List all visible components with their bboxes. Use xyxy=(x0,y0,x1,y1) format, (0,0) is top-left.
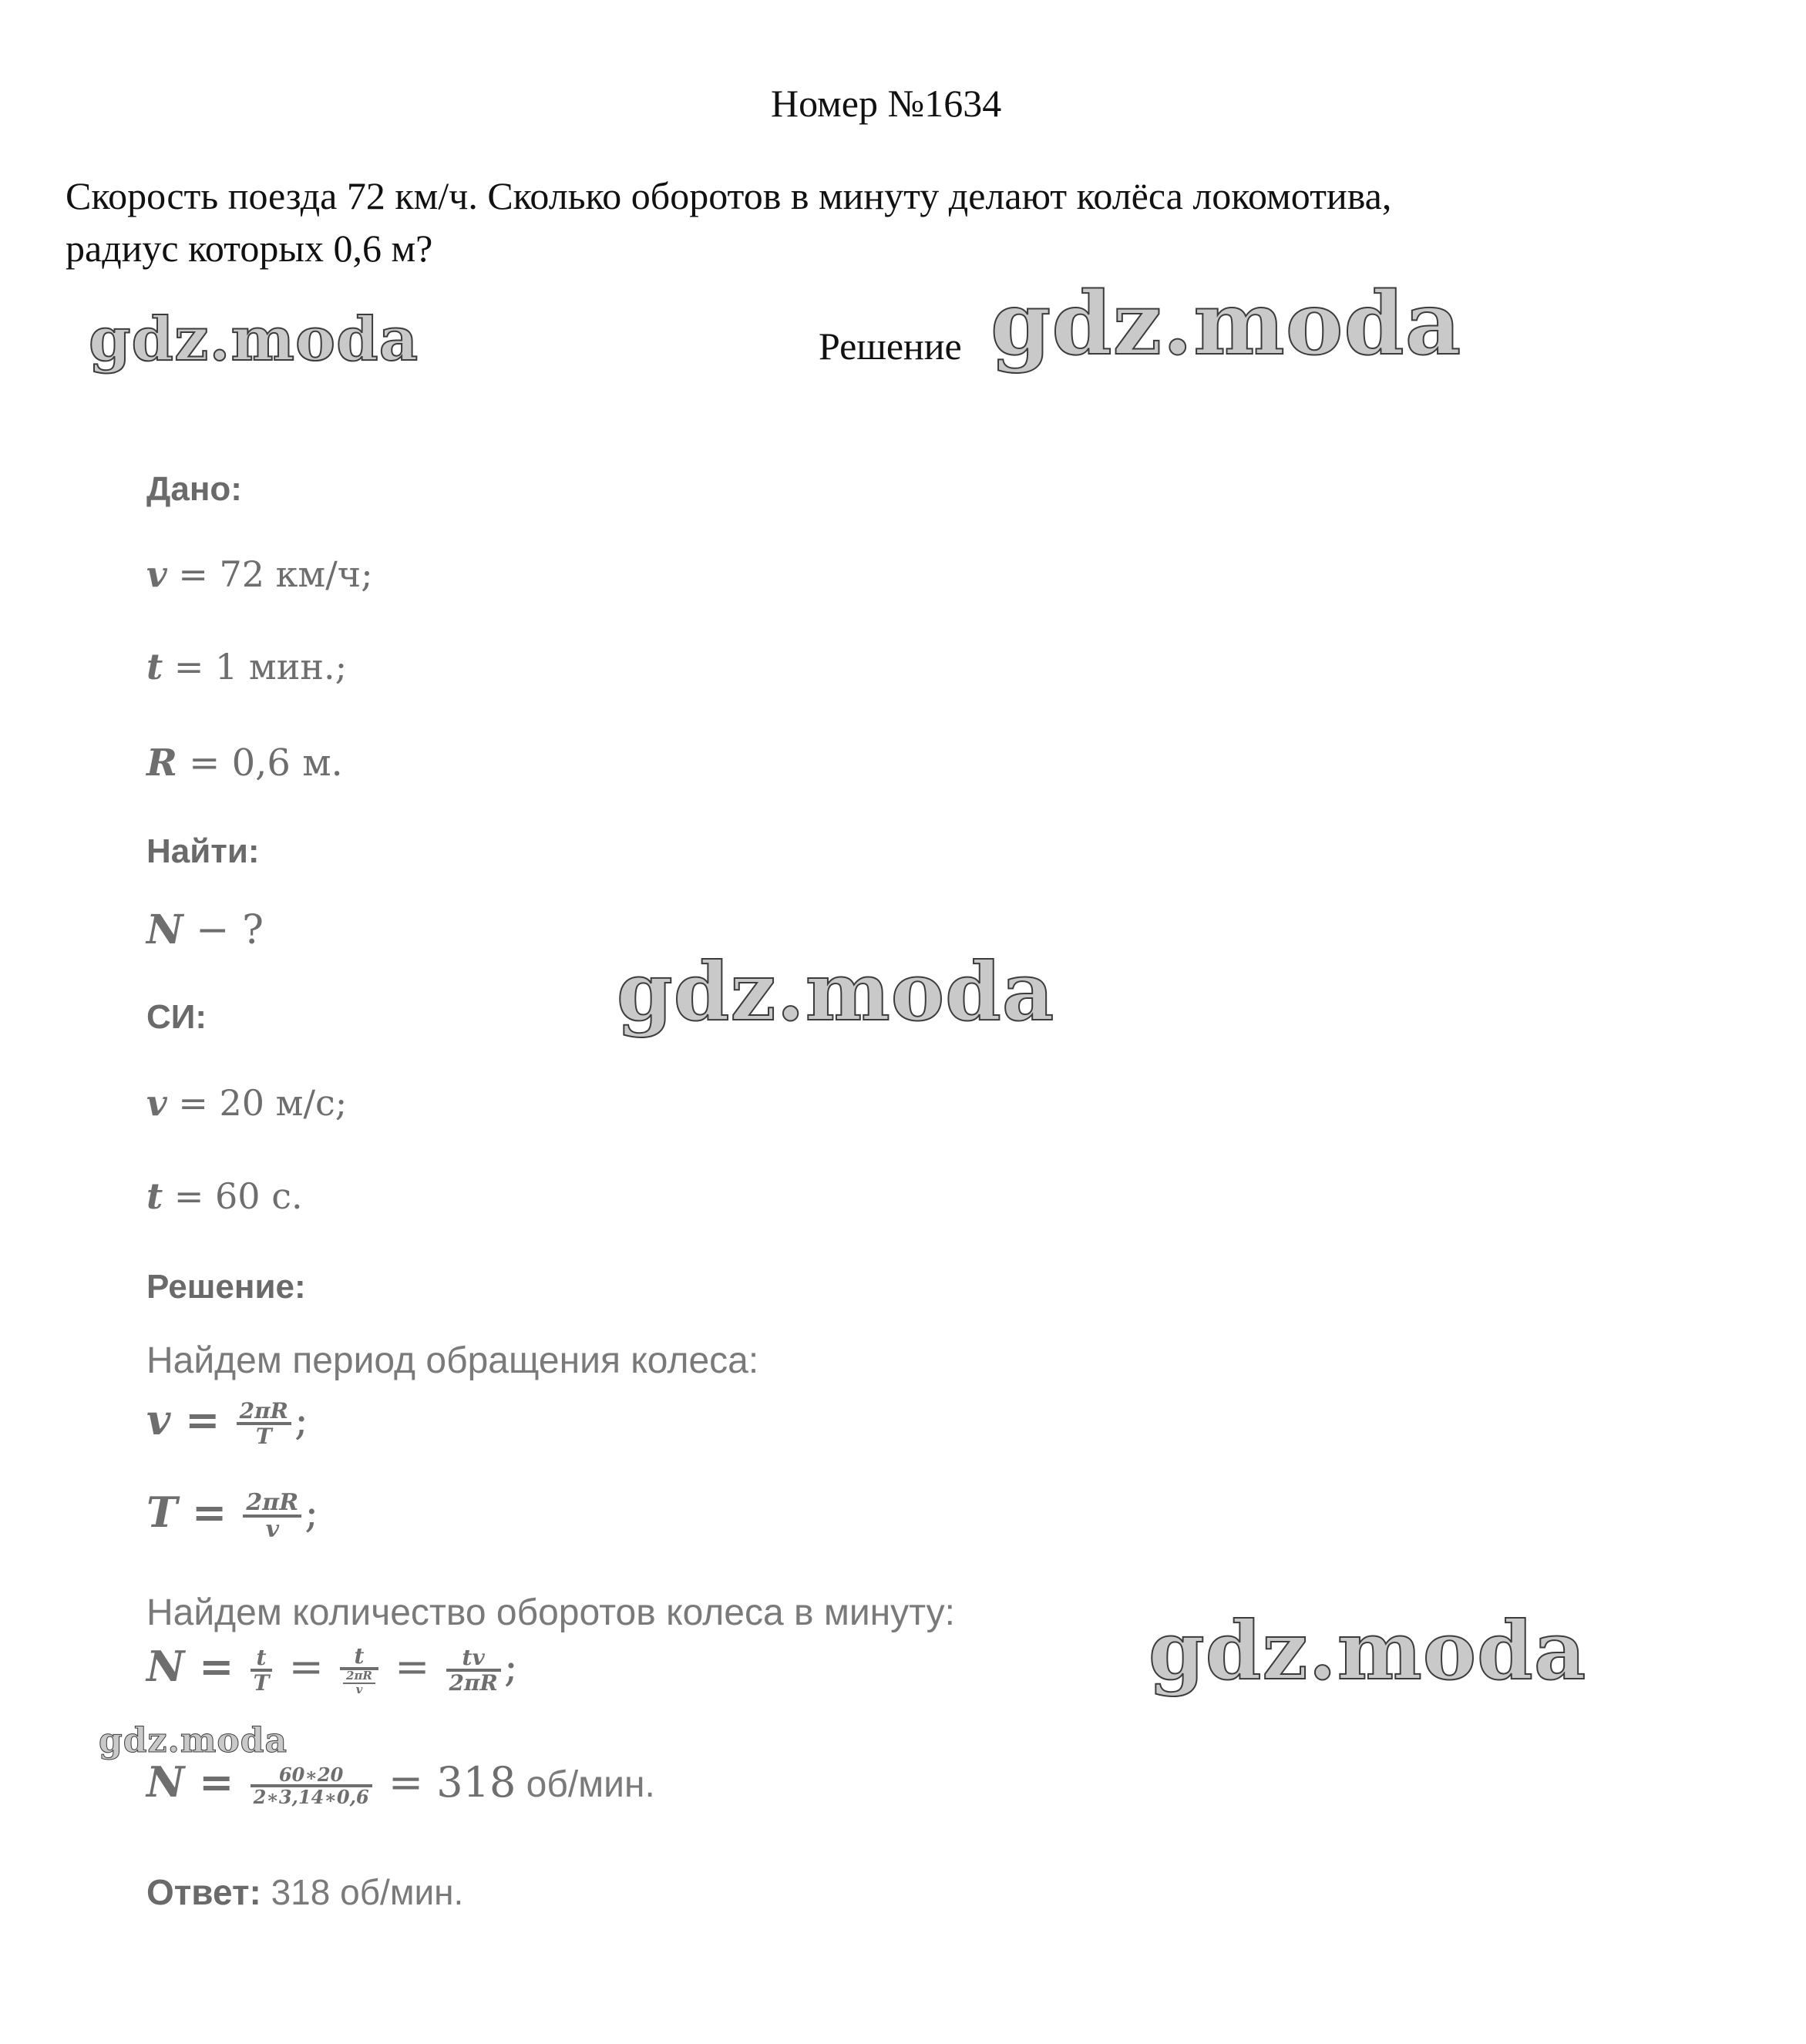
si-v xyxy=(146,1082,347,1124)
fraction-a-denominator: T xyxy=(253,1670,270,1696)
si-v-var: v xyxy=(146,1082,167,1124)
fraction-b-nested xyxy=(343,1670,375,1696)
solution-step-1: Найдем период обращения колеса: xyxy=(146,1340,759,1381)
given-t-eq: = 1 мин.; xyxy=(163,646,348,687)
formula-v-lhs: v = xyxy=(146,1395,220,1444)
given-R xyxy=(146,741,343,785)
formula-T-fraction xyxy=(243,1488,301,1543)
given-R-var: R xyxy=(146,741,177,785)
given-t-var: t xyxy=(146,646,163,687)
result-denominator: 2∗3,14∗0,6 xyxy=(253,1786,369,1808)
si-t-eq: = 60 с. xyxy=(163,1175,303,1217)
solution-heading: Решение: xyxy=(146,1268,306,1306)
formula-v xyxy=(146,1395,308,1447)
formula-N-tail: ; xyxy=(503,1642,518,1691)
formula-N-result xyxy=(146,1757,655,1807)
formula-T xyxy=(146,1488,318,1542)
si-heading: СИ: xyxy=(146,998,207,1036)
watermark-bottom-right: gdz.moda xyxy=(1149,1603,1587,1698)
formula-v-fraction xyxy=(237,1397,291,1449)
watermark-top-right: gdz.moda xyxy=(990,274,1462,375)
find-heading: Найти: xyxy=(146,832,260,870)
formula-v-numerator: 2πR xyxy=(237,1400,291,1425)
formula-v-denominator: T xyxy=(255,1424,272,1449)
answer xyxy=(146,1871,463,1913)
page-title: Номер №1634 xyxy=(771,82,1002,125)
formula-T-lhs: T = xyxy=(146,1488,227,1537)
given-v-eq: = 72 км/ч; xyxy=(166,553,373,595)
answer-label: Ответ: xyxy=(146,1872,261,1912)
fraction-b-denominator xyxy=(340,1670,378,1696)
si-t xyxy=(146,1175,303,1217)
fraction-b-nested-denominator: v xyxy=(355,1682,363,1696)
problem-text-line-2: радиус которых 0,6 м? xyxy=(66,227,433,270)
given-t xyxy=(146,646,347,687)
formula-N-result-lhs: N = xyxy=(146,1757,234,1807)
formula-N-fraction-c xyxy=(446,1646,501,1695)
result-value: = 318 xyxy=(388,1758,516,1807)
result-unit: об/мин. xyxy=(516,1764,655,1805)
find-N-eq: − ? xyxy=(183,907,264,953)
fraction-a-numerator: t xyxy=(251,1646,273,1672)
formula-N-equals-1: = xyxy=(288,1642,324,1691)
solution-title: Решение xyxy=(819,324,962,368)
result-numerator: 60∗20 xyxy=(251,1765,372,1787)
formula-T-numerator: 2πR xyxy=(243,1491,301,1518)
watermark-top-left: gdz.moda xyxy=(89,304,419,375)
fraction-c-denominator: 2πR xyxy=(449,1670,498,1696)
fraction-b-nested-numerator: 2πR xyxy=(343,1670,375,1684)
si-v-eq: = 20 м/с; xyxy=(166,1082,348,1124)
formula-T-denominator: v xyxy=(265,1516,279,1543)
formula-N-lhs: N = xyxy=(146,1642,234,1691)
fraction-b-numerator: t xyxy=(340,1645,378,1670)
fraction-c-numerator: tv xyxy=(446,1646,501,1672)
given-v xyxy=(146,553,373,595)
find-N xyxy=(146,906,264,953)
formula-N-fraction-a xyxy=(251,1646,273,1695)
formula-N-result-fraction xyxy=(251,1765,372,1807)
formula-N-fraction-b xyxy=(340,1642,378,1696)
given-heading: Дано: xyxy=(146,470,242,508)
given-v-var: v xyxy=(146,553,167,595)
formula-N-derivation xyxy=(146,1642,518,1696)
si-t-var: t xyxy=(146,1175,163,1217)
watermark-small: gdz.moda xyxy=(99,1721,288,1760)
find-N-var: N xyxy=(146,906,183,953)
given-R-eq: = 0,6 м. xyxy=(177,741,343,785)
problem-text-line-1: Скорость поезда 72 км/ч. Сколько оборотов в минуту делают колёса локомотива, xyxy=(66,174,1392,217)
watermark-middle: gdz.moda xyxy=(617,944,1055,1039)
formula-N-equals-2: = xyxy=(395,1642,430,1691)
solution-step-2: Найдем количество оборотов колеса в минуту: xyxy=(146,1592,956,1633)
formula-v-tail: ; xyxy=(294,1396,309,1444)
answer-value: 318 об/мин. xyxy=(261,1872,464,1912)
formula-T-tail: ; xyxy=(304,1488,319,1537)
